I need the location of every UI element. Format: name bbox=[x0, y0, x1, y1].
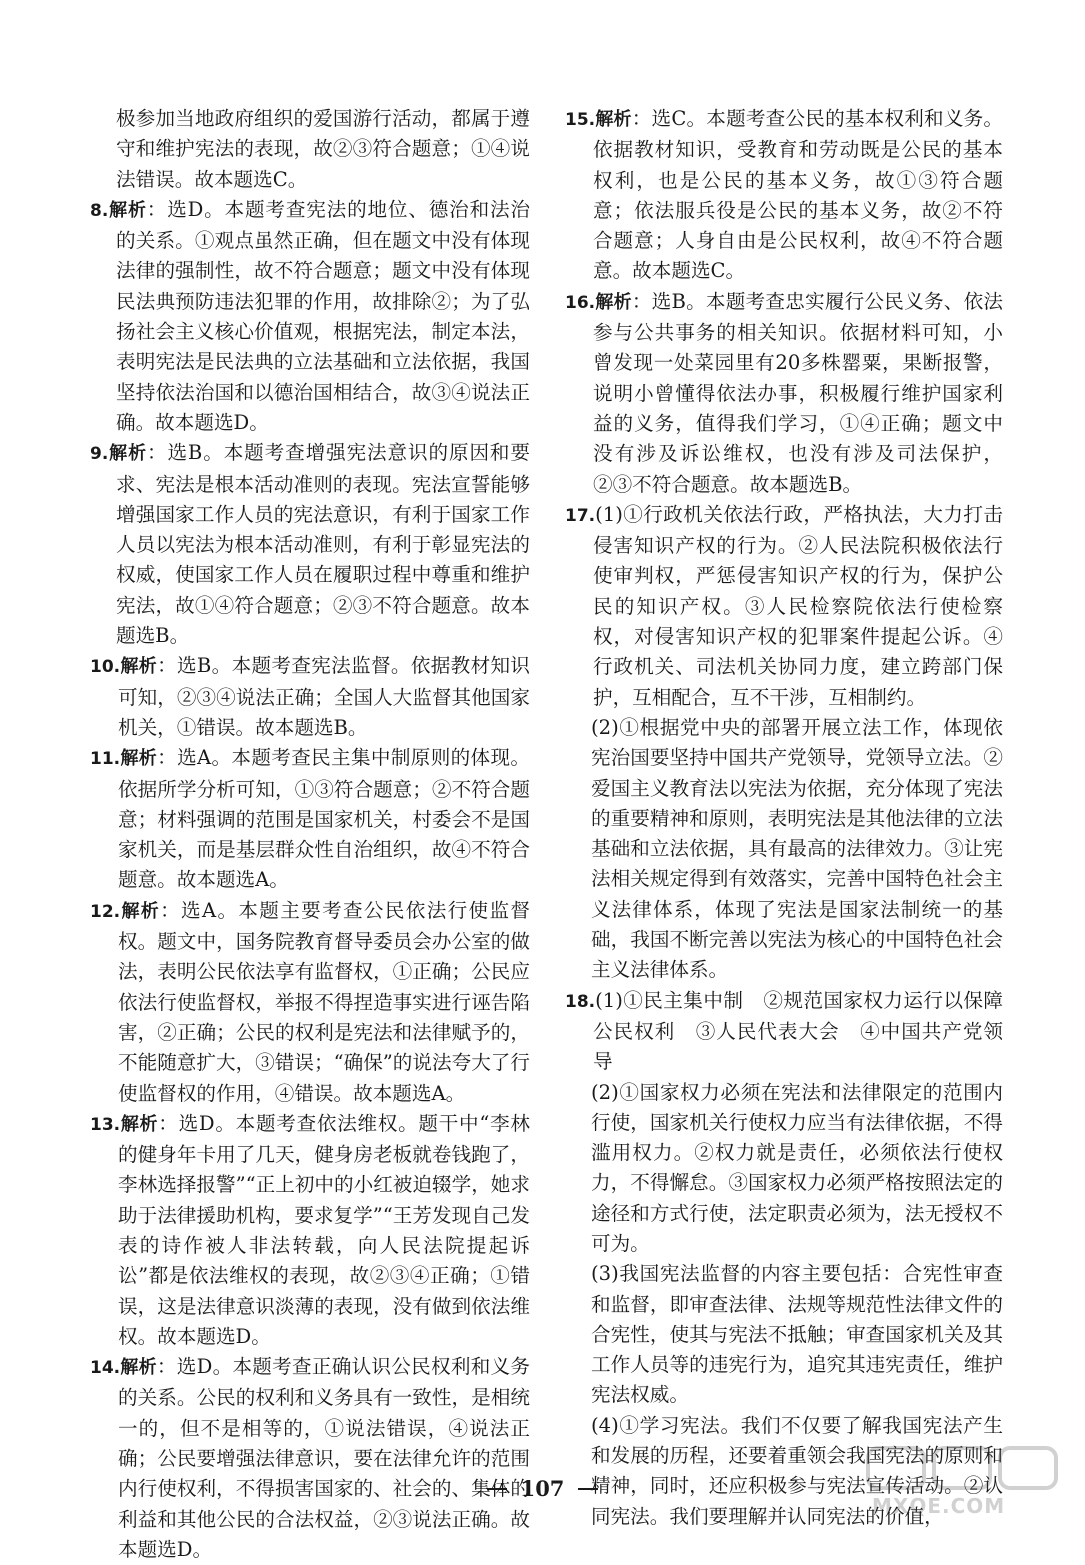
question-number: 12. bbox=[90, 901, 121, 922]
analysis-label: 解析 bbox=[108, 199, 147, 221]
answer-text: ：选D。本题考查正确认识公民权利和义务的关系。公民的权利和义务具有一致性，是相统一的，但不是相等的，①说法错误，④说法正确；公民要增强法律意识，要在法律允许的范围内行使权利，不得损害国家的、社会的、集体的利益和其他公民的合法权益，②③说法正确。故本题选D。 bbox=[118, 1355, 530, 1561]
answer-text: ：选A。本题主要考查公民依法行使监督权。题文中，国务院教育督导委员会办公室的做法，表明公民依法享有监督权，①正确；公民应依法行使监督权，举报不得捏造事实进行诬告陷害，②正确；公民的权利是宪法和法律赋予的，不能随意扩大，③错误；“确保”的说法夸大了行使监督权的作用，④错误。故本题选A。 bbox=[118, 898, 530, 1105]
answer-11 bbox=[90, 743, 530, 895]
answer-12 bbox=[90, 896, 530, 1109]
answer-14 bbox=[90, 1352, 530, 1565]
answer-text: (1)①民主集中制 ②规范国家权力运行以保障公民权利 ③人民代表大会 ④中国共产党领导 bbox=[593, 988, 1003, 1074]
answer-15 bbox=[565, 104, 1003, 287]
answer-13 bbox=[90, 1109, 530, 1352]
answer-text: ：选D。本题考查依法维权。题干中“李林的健身年卡用了几天，健身房老板就卷钱跑了，李林选择报警”“正上初中的小红被迫辍学，她求助于法律援助机构，要求复学”“王芳发现自己发表的诗作被人非法转载，向人民法院提起诉讼”都是依法维权的表现，故②③④正确；①错误，这是法律意识淡薄的表现，没有做到依法维权。故本题选D。 bbox=[118, 1111, 530, 1348]
paragraph-continued: 极参加当地政府组织的爱国游行活动，都属于遵守和维护宪法的表现，故②③符合题意；①④说法错误。故本题选C。 bbox=[116, 107, 530, 191]
answer-text: ：选C。本题考查公民的基本权利和义务。依据教材知识，受教育和劳动既是公民的基本权利，也是公民的基本义务，故①③符合题意；依法服兵役是公民的基本义务，故②不符合题意；人身自由是公民权利，故④不符合题意。故本题选C。 bbox=[593, 107, 1004, 283]
answer-18-part-2: (2)①国家权力必须在宪法和法律限定的范围内行使，国家机关行使权力应当有法律依据，不得滥用权力。②权力就是责任，必须依法行使权力，不得懈怠。③国家权力必须严格按照法定的途径和方式行使，法定职责必须为，法无授权不可为。 bbox=[591, 1080, 1003, 1255]
question-number: 9. bbox=[90, 444, 109, 465]
right-column bbox=[565, 104, 1006, 1532]
answer-text: ：选D。本题考查宪法的地位、德治和法治的关系。①观点虽然正确，但在题文中没有体现法律的强制性，故不符合题意；题文中没有体现民法典预防违法犯罪的作用，故排除②；为了弘扬社会主义核心价值观，根据宪法，制定本法，表明宪法是民法典的立法基础和立法依据，我国坚持依法治国和以德治国相结合，故③④说法正确。故本题选D。 bbox=[116, 197, 531, 434]
answer-10 bbox=[90, 651, 530, 743]
answer-17-part-2: (2)①根据党中央的部署开展立法工作，体现依宪治国要坚持中国共产党领导，党领导立法。②爱国主义教育法以宪法为依据，充分体现了宪法的重要精神和原则，表明宪法是其他法律的立法基础和立法依据，具有最高的法律效力。③让宪法相关规定得到有效落实，完善中国特色社会主义法律体系，体现了宪法是国家法制统一的基础，我国不断完善以宪法为核心的中国特色社会主义法律体系。 bbox=[591, 715, 1003, 982]
answer-18-part-4: (4)①学习宪法。我们不仅要了解我国宪法产生和发展的历程，还要着重领会我国宪法的原则和精神，同时，还应积极参与宪法宣传活动。②认同宪法。我们要理解并认同宪法的价值， bbox=[591, 1413, 1003, 1528]
question-number: 16. bbox=[565, 292, 596, 313]
answer-text: ：选B。本题考查宪法监督。依据教材知识可知，②③④说法正确；全国人大监督其他国家机关，①错误。故本题选B。 bbox=[118, 654, 530, 739]
watermark-logo bbox=[862, 1444, 1067, 1524]
page-number: 107 bbox=[520, 1476, 565, 1501]
analysis-label: 解析 bbox=[108, 443, 147, 465]
question-number: 18. bbox=[565, 991, 596, 1012]
watermark-text: MXQE.COM bbox=[872, 1494, 1006, 1518]
answer-9 bbox=[90, 438, 530, 651]
question-number: 10. bbox=[90, 657, 121, 678]
footer-dash-left bbox=[487, 1488, 507, 1490]
analysis-label: 解析 bbox=[595, 291, 632, 313]
answer-text: ：选A。本题考查民主集中制原则的体现。依据所学分析可知，①③符合题意；②不符合题意；材料强调的范围是国家机关，村委会不是国家机关，而是基层群众性自治组织，故④不符合题意。故本题选A。 bbox=[118, 746, 531, 892]
answer-text: ：选B。本题考查增强宪法意识的原因和要求、宪法是根本活动准则的表现。宪法宣誓能够增强国家工作人员的宪法意识，有利于国家工作人员以宪法为根本活动准则，有利于彰显宪法的权威，使国家工作人员在履职过程中尊重和维护宪法，故①④符合题意；②③不符合题意。故本题选B。 bbox=[116, 441, 531, 648]
question-number: 17. bbox=[565, 505, 596, 526]
answer-8 bbox=[90, 195, 530, 438]
analysis-label: 解析 bbox=[120, 1113, 159, 1135]
answer-18-part-1 bbox=[565, 986, 1003, 1078]
footer-dash-right bbox=[578, 1488, 598, 1490]
analysis-label: 解析 bbox=[120, 1357, 157, 1379]
left-column bbox=[90, 104, 530, 1565]
question-number: 13. bbox=[90, 1114, 121, 1135]
question-number: 14. bbox=[90, 1358, 121, 1379]
answer-17-part-1 bbox=[565, 500, 1003, 713]
question-number: 8. bbox=[90, 200, 109, 221]
question-number: 15. bbox=[565, 110, 596, 130]
answer-16 bbox=[565, 287, 1003, 500]
analysis-label: 解析 bbox=[120, 656, 158, 678]
analysis-label: 解析 bbox=[595, 109, 632, 130]
analysis-label: 解析 bbox=[120, 748, 158, 770]
answer-text: (1)①行政机关依法行政，严格执法，大力打击侵害知识产权的行为。②人民法院积极依法行使审判权，严惩侵害知识产权的行为，保护公民的知识产权。③人民检察院依法行使检察权，对侵害知识产权的犯罪案件提起公诉。④行政机关、司法机关协同力度，建立跨部门保护，互相配合，互不干涉，互相制约。 bbox=[593, 502, 1003, 709]
analysis-label: 解析 bbox=[120, 900, 161, 922]
answer-text: ：选B。本题考查忠实履行公民义务、依法参与公共事务的相关知识。依据材料可知，小曾发现一处菜园里有20多株罂粟，果断报警，说明小曾懂得依法办事，积极履行维护国家利益的义务，值得我们学习，①④正确；题文中没有涉及诉讼维权，也没有涉及司法保护，②③不符合题意。故本题选B。 bbox=[593, 289, 1003, 496]
answer-18-part-3: (3)我国宪法监督的内容主要包括：合宪性审查和监督，即审查法律、法规等规范性法律文件的合宪性，使其与宪法不抵触；审查国家机关及其工作人员等的违宪行为，追究其违宪责任，维护宪法权威。 bbox=[591, 1262, 1003, 1407]
question-number: 11. bbox=[90, 749, 121, 770]
watermark-badge-icon bbox=[862, 1444, 1067, 1494]
